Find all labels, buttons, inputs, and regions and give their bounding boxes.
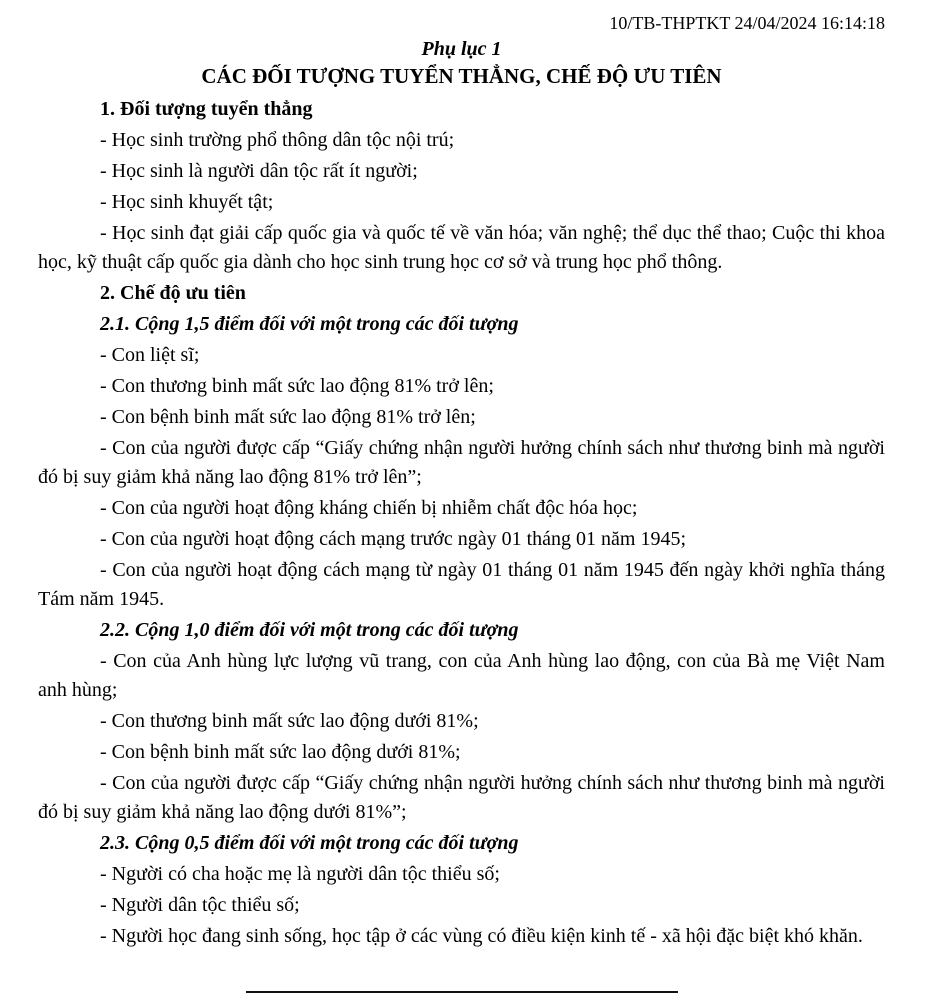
appendix-label: Phụ lục 1 xyxy=(421,38,502,60)
section-2-1-item-5: - Con của người hoạt động cách mạng trước ngày 01 tháng 01 năm 1945; xyxy=(100,528,687,550)
section-2-1-item-0: - Con liệt sĩ; xyxy=(100,344,200,366)
footer-rule xyxy=(246,991,678,993)
section-2-2-item-3: - Con của người được cấp “Giấy chứng nhận người hưởng chính sách như thương binh mà người đó bị suy giảm khả năng lao động dưới 81%”; xyxy=(38,772,885,823)
section-2-2-item-0: - Con của Anh hùng lực lượng vũ trang, con của Anh hùng lao động, con của Bà mẹ Việt Nam anh hùng; xyxy=(38,650,885,701)
section-2-1-item-4: - Con của người hoạt động kháng chiến bị nhiễm chất độc hóa học; xyxy=(100,497,638,519)
section-2-3-item-2: - Người học đang sinh sống, học tập ở các vùng có điều kiện kinh tế - xã hội đặc biệt khó khăn. xyxy=(100,925,863,947)
document-stamp: 10/TB-THPTKT 24/04/2024 16:14:18 xyxy=(609,13,885,33)
section-2-heading: 2. Chế độ ưu tiên xyxy=(100,282,246,304)
section-2-1-item-6: - Con của người hoạt động cách mạng từ ngày 01 tháng 01 năm 1945 đến ngày khởi nghĩa tháng Tám năm 1945. xyxy=(38,559,885,610)
section-1-item-3: - Học sinh đạt giải cấp quốc gia và quốc tế về văn hóa; văn nghệ; thể dục thể thao; Cuộc thi khoa học, kỹ thuật cấp quốc gia dành cho học sinh trung học cơ sở và trung học phổ thông. xyxy=(38,222,885,273)
section-2-3-item-0: - Người có cha hoặc mẹ là người dân tộc thiểu số; xyxy=(100,863,500,885)
section-2-2-item-2: - Con bệnh binh mất sức lao động dưới 81%; xyxy=(100,741,461,763)
section-1-heading: 1. Đối tượng tuyển thẳng xyxy=(100,98,313,120)
section-2-2-heading: 2.2. Cộng 1,0 điểm đối với một trong các đối tượng xyxy=(100,619,519,641)
section-2-1-item-3: - Con của người được cấp “Giấy chứng nhận người hưởng chính sách như thương binh mà người đó bị suy giảm khả năng lao động 81% trở lên”; xyxy=(38,437,885,488)
section-2-1-heading: 2.1. Cộng 1,5 điểm đối với một trong các đối tượng xyxy=(100,313,519,335)
section-2-3-heading: 2.3. Cộng 0,5 điểm đối với một trong các đối tượng xyxy=(100,832,519,854)
document-title: CÁC ĐỐI TƯỢNG TUYỂN THẲNG, CHẾ ĐỘ ƯU TIÊN xyxy=(201,64,722,88)
section-1-item-0: - Học sinh trường phổ thông dân tộc nội trú; xyxy=(100,129,455,151)
section-1-item-1: - Học sinh là người dân tộc rất ít người; xyxy=(100,160,418,182)
section-1-item-2: - Học sinh khuyết tật; xyxy=(100,191,274,213)
section-2-2-item-1: - Con thương binh mất sức lao động dưới 81%; xyxy=(100,710,479,732)
section-2-3-item-1: - Người dân tộc thiểu số; xyxy=(100,894,300,916)
section-2-1-item-2: - Con bệnh binh mất sức lao động 81% trở lên; xyxy=(100,406,476,428)
section-2-1-item-1: - Con thương binh mất sức lao động 81% trở lên; xyxy=(100,375,494,397)
